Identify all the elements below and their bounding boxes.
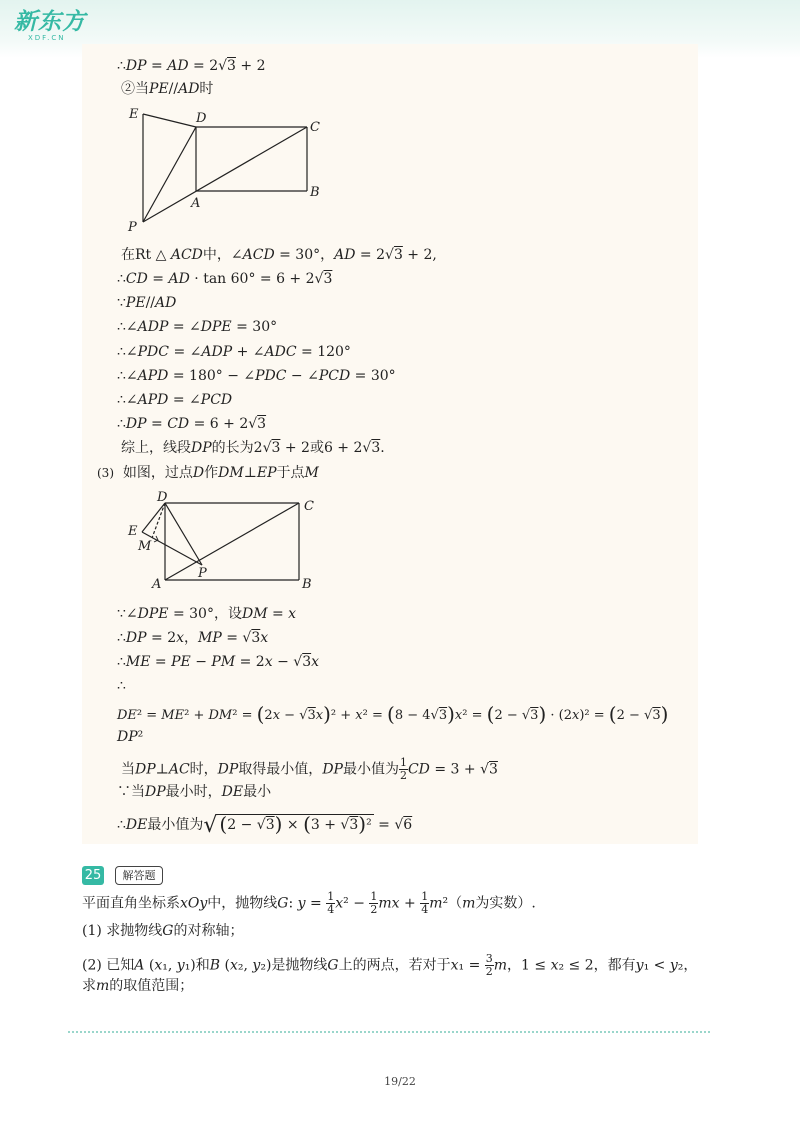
solution-line: ∴DP = 2x，MP = √3x bbox=[117, 630, 269, 646]
question-part-2: (2) 已知A (x₁, y₁)和B (x₂, y₂)是抛物线G上的两点，若对于x₁ = $\frac{3}{2}$ m，1 ≤ x₂ ≤ 2，都有y₁ < y₂， bbox=[82, 952, 698, 978]
label-p: P bbox=[198, 566, 207, 581]
question-part-2-cont: 求m的取值范围； bbox=[82, 978, 194, 994]
label-c: C bbox=[304, 499, 314, 514]
question-part-1: (1) 求抛物线G的对称轴； bbox=[82, 923, 244, 939]
solution-line: ∴∠ADP = ∠DPE = 30° bbox=[117, 319, 278, 335]
solution-line: ∴ME = PE − PM = 2x − √3x bbox=[117, 654, 320, 670]
question-number-badge: 25 bbox=[82, 866, 104, 885]
label-b: B bbox=[310, 185, 320, 200]
label-e: E bbox=[129, 107, 139, 122]
solution-line: 综上，线段DP的长为2√3 + 2或6 + 2√3. bbox=[121, 440, 385, 456]
solution-line: DE² = ME² + DM² = (2x − √3x)² + x² = (8 − 4√3)x² = (2 − √3) · (2x)² = (2 − √3) bbox=[117, 702, 669, 726]
label-e: E bbox=[128, 524, 138, 539]
label-p: P bbox=[128, 220, 137, 235]
solution-line: 在Rt △ ACD中，∠ACD = 30°，AD = 2√3 + 2, bbox=[121, 247, 437, 263]
label-b: B bbox=[302, 577, 312, 592]
solution-line: ∵当DP最小时，DE最小 bbox=[117, 784, 272, 800]
geometry-figure-2 bbox=[122, 488, 322, 593]
solution-line: DP² bbox=[117, 729, 144, 745]
label-m: M bbox=[138, 539, 152, 554]
dotted-separator bbox=[68, 1031, 710, 1033]
label-a: A bbox=[152, 577, 162, 592]
label-c: C bbox=[310, 120, 320, 135]
label-d: D bbox=[157, 490, 168, 505]
solution-line: ∴∠PDC = ∠ADP + ∠ADC = 120° bbox=[117, 344, 351, 360]
solution-line: ②当PE//AD时 bbox=[121, 81, 214, 97]
solution-line: ∴DE最小值为√ (2 − √3) × (3 + √3)² = √6 bbox=[117, 812, 413, 838]
solution-line: ∴CD = AD · tan 60° = 6 + 2√3 bbox=[117, 271, 333, 287]
solution-line: ∴DP = CD = 6 + 2√3 bbox=[117, 416, 267, 432]
label-a: A bbox=[191, 196, 201, 211]
solution-line: ∴DP = AD = 2√3 + 2 bbox=[117, 58, 266, 74]
solution-line: ∴∠APD = ∠PCD bbox=[117, 392, 233, 408]
question-type-label: 解答题 bbox=[115, 866, 163, 885]
xdf-logo: 新东方 XDF.CN bbox=[14, 9, 86, 42]
question-stem: 平面直角坐标系xOy中，抛物线G: y = $\frac{1}{4}$ x² − $\frac{1}{2}$ mx + $\frac{1}{4}$ m²（m为实数）. bbox=[82, 890, 536, 916]
solution-line: 当DP⊥AC时，DP取得最小值，DP最小值为 $\frac{1}{2}$ CD = 3 + √3 bbox=[121, 756, 498, 782]
label-d: D bbox=[196, 111, 207, 126]
solution-line: ∵PE//AD bbox=[117, 295, 177, 311]
page-number: 19/22 bbox=[384, 1075, 416, 1088]
geometry-figure-1 bbox=[120, 100, 330, 235]
solution-line: ∵∠DPE = 30°，设DM = x bbox=[117, 606, 297, 622]
solution-line: (3) 如图，过点D作DM⊥EP于点M bbox=[97, 465, 319, 481]
solution-line: ∴∠APD = 180° − ∠PDC − ∠PCD = 30° bbox=[117, 368, 396, 384]
solution-line: ∴ bbox=[117, 678, 126, 694]
